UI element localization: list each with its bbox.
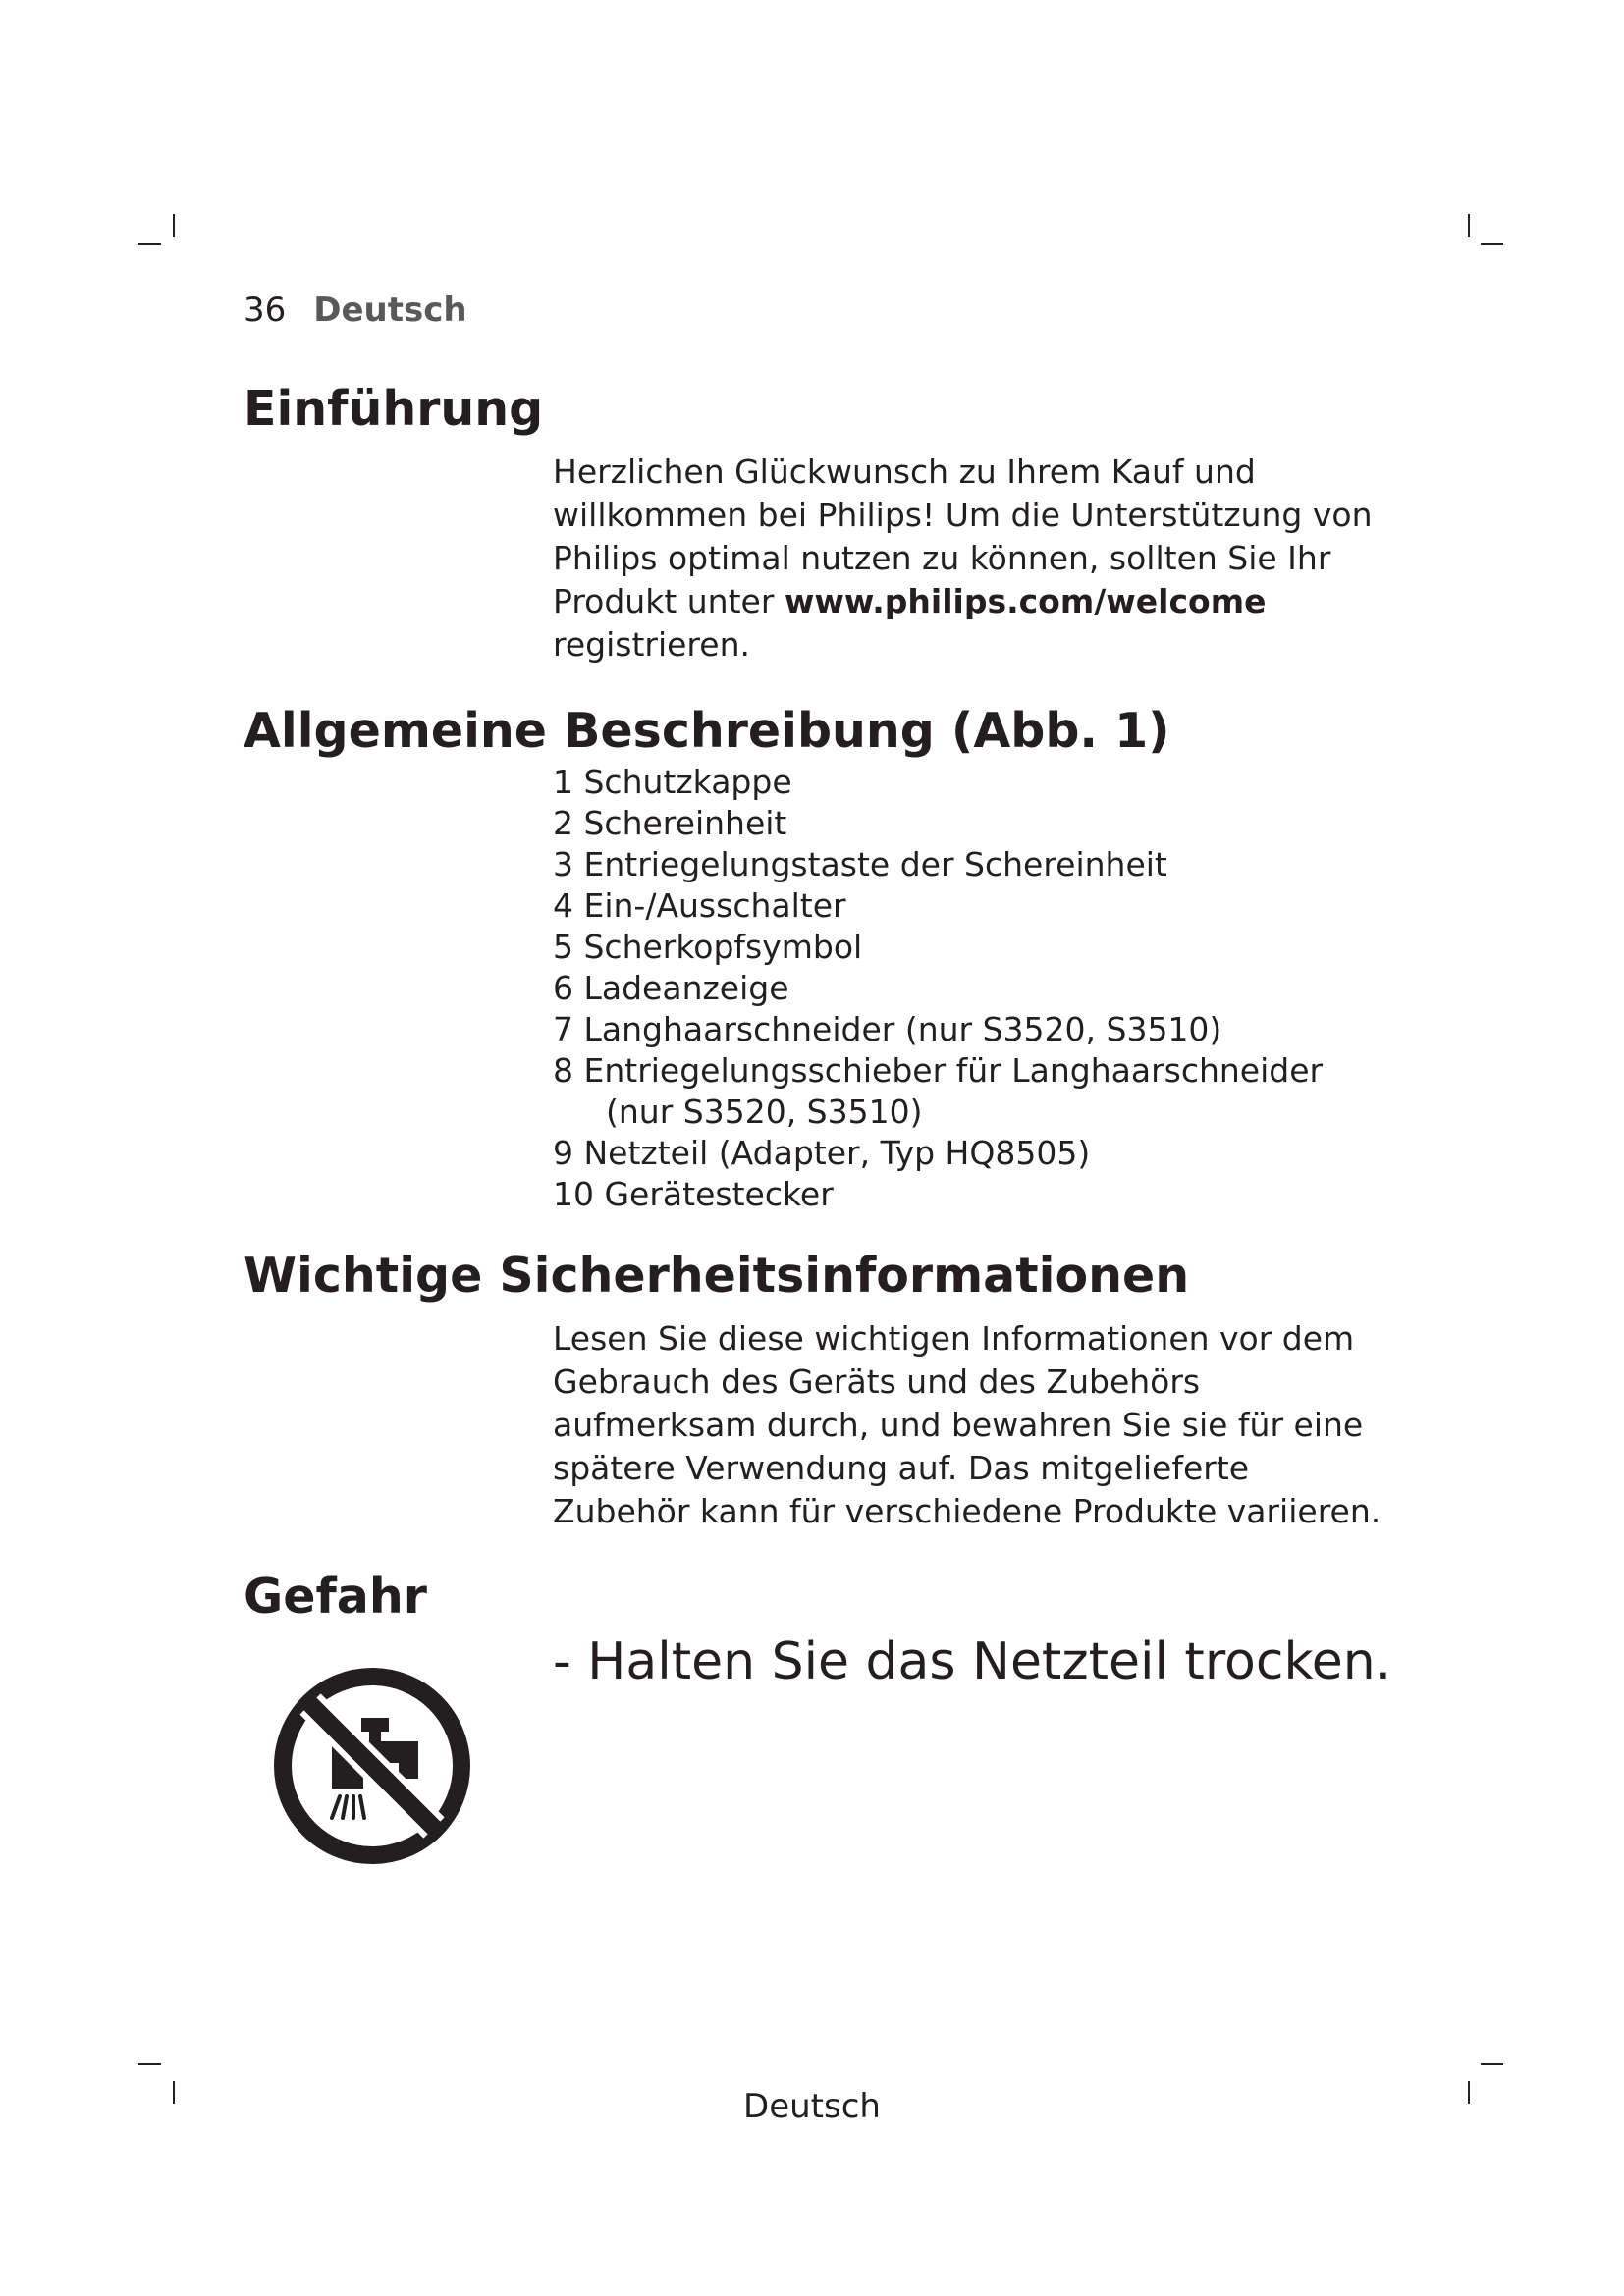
list-item-continuation: (nur S3520, S3510) (606, 1093, 923, 1131)
intro-line-4-prefix: Produkt unter (553, 582, 785, 620)
intro-line-1: Herzlichen Glückwunsch zu Ihrem Kauf und (553, 453, 1256, 491)
intro-line-2: willkommen bei Philips! Um die Unterstützung von (553, 496, 1373, 534)
crop-mark-top-right-horizontal (1481, 243, 1503, 245)
list-item: 3 Entriegelungstaste der Schereinheit (553, 845, 1167, 883)
water-spray-icon-part (332, 1796, 364, 1818)
crop-mark-top-left-horizontal (138, 243, 161, 245)
safety-heading: Wichtige Sicherheitsinformationen (244, 1248, 1190, 1304)
tap-stem-icon-part (369, 1728, 381, 1743)
list-item: 4 Ein-/Ausschalter (553, 886, 846, 925)
safety-line-1: Lesen Sie diese wichtigen Informationen vor dem (553, 1319, 1355, 1358)
list-item: 10 Gerätestecker (553, 1175, 834, 1213)
intro-heading: Einführung (244, 381, 544, 437)
safety-line-3: aufmerksam durch, und bewahren Sie sie für eine (553, 1406, 1364, 1444)
intro-line-3: Philips optimal nutzen zu können, sollten Sie Ihr (553, 539, 1331, 577)
intro-paragraph (553, 451, 1407, 667)
safety-line-4: spätere Verwendung auf. Das mitgelieferte (553, 1449, 1250, 1487)
no-water-tap-icon (271, 1665, 473, 1867)
crop-mark-bottom-left-horizontal (138, 2063, 161, 2065)
safety-line-2: Gebrauch des Geräts und des Zubehörs (553, 1362, 1201, 1401)
list-item: 7 Langhaarschneider (nur S3520, S3510) (553, 1010, 1222, 1048)
parts-list (553, 762, 1323, 1215)
crop-mark-top-right-vertical (1468, 214, 1470, 237)
list-item: 5 Scherkopfsymbol (553, 928, 863, 966)
list-item: 6 Ladeanzeige (553, 969, 789, 1007)
danger-heading: Gefahr (244, 1569, 427, 1625)
list-item: 1 Schutzkappe (553, 763, 792, 801)
page-footer: Deutsch (743, 2087, 881, 2126)
list-item: 8 Entriegelungsschieber für Langhaarschneider (553, 1051, 1324, 1090)
crop-mark-bottom-right-horizontal (1481, 2063, 1503, 2065)
description-heading: Allgemeine Beschreibung (Abb. 1) (244, 703, 1170, 759)
safety-line-5: Zubehör kann für verschiedene Produkte variieren. (553, 1492, 1381, 1530)
danger-warning-text: - Halten Sie das Netzteil trocken. (553, 1632, 1392, 1691)
intro-line-4 (553, 580, 1407, 623)
page-number: 36 (244, 291, 287, 330)
safety-paragraph (553, 1317, 1407, 1533)
intro-line-5: registrieren. (553, 625, 750, 664)
list-item: 2 Schereinheit (553, 804, 787, 842)
page-header (244, 291, 467, 330)
list-item: 9 Netzteil (Adapter, Typ HQ8505) (553, 1134, 1091, 1172)
registration-link[interactable]: www.philips.com/welcome (784, 582, 1267, 620)
header-language: Deutsch (313, 291, 467, 330)
crop-mark-top-left-vertical (173, 214, 175, 237)
